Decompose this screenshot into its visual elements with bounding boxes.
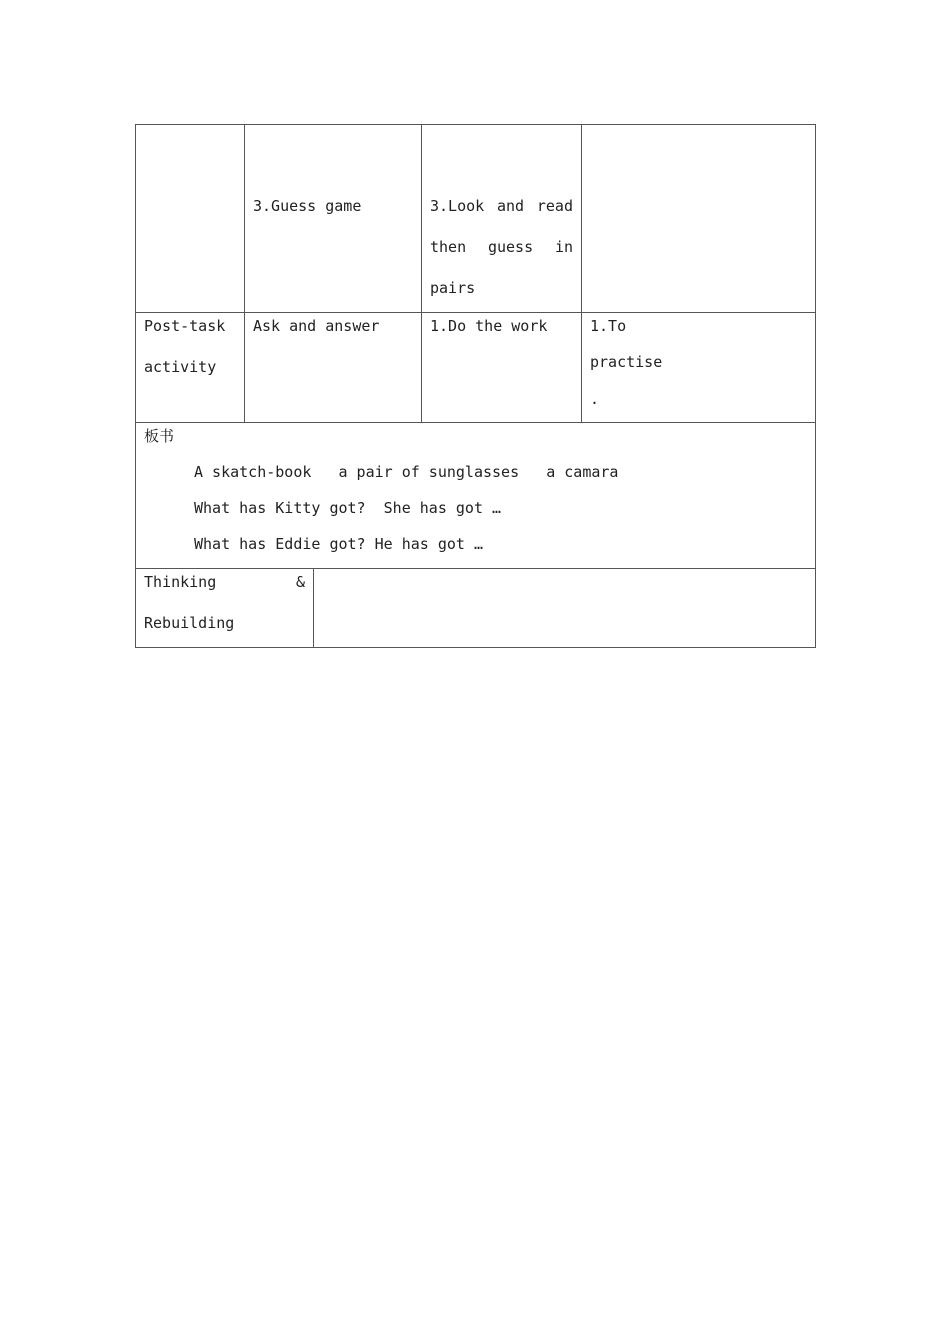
do-work-text: 1.Do the work xyxy=(430,317,548,335)
ampersand: & xyxy=(295,573,305,591)
look-read-line xyxy=(430,196,573,216)
period-text: . xyxy=(590,390,600,408)
board-heading: 板书 xyxy=(144,427,175,445)
row2-col3-cell xyxy=(421,312,582,423)
then-guess-line xyxy=(430,237,573,257)
activity-label: activity xyxy=(144,358,217,376)
word-in: in xyxy=(554,238,573,256)
rebuilding-word: Rebuilding xyxy=(144,614,235,632)
board-row xyxy=(135,422,816,569)
reflection-content-cell xyxy=(313,568,816,648)
practise-text: practise xyxy=(590,353,663,371)
guess-game-text: 3.Guess game xyxy=(253,197,362,215)
row1-col2-cell xyxy=(244,124,422,313)
ask-answer-text: Ask and answer xyxy=(253,317,380,335)
word-look: 3.Look xyxy=(430,197,485,215)
word-guess: guess xyxy=(487,238,534,256)
row1-col4-cell xyxy=(581,124,816,313)
word-then: then xyxy=(430,238,467,256)
thinking-word: Thinking xyxy=(144,573,217,591)
word-and: and xyxy=(496,197,525,215)
board-line-2: What has Kitty got? She has got … xyxy=(194,499,502,517)
row1-col1-cell xyxy=(135,124,245,313)
board-line-1: A skatch-book a pair of sunglasses a camara xyxy=(194,463,619,481)
row2-col2-cell xyxy=(244,312,422,423)
pairs-text: pairs xyxy=(430,279,476,297)
to-text: 1.To xyxy=(590,317,627,335)
post-task-label: Post-task xyxy=(144,317,226,335)
row1-col3-cell xyxy=(421,124,582,313)
row2-col1-cell xyxy=(135,312,245,423)
row2-col4-cell xyxy=(581,312,816,423)
board-line-3: What has Eddie got? He has got … xyxy=(194,535,483,553)
reflection-label-cell xyxy=(135,568,314,648)
word-read: read xyxy=(536,197,573,215)
thinking-line xyxy=(144,572,305,592)
